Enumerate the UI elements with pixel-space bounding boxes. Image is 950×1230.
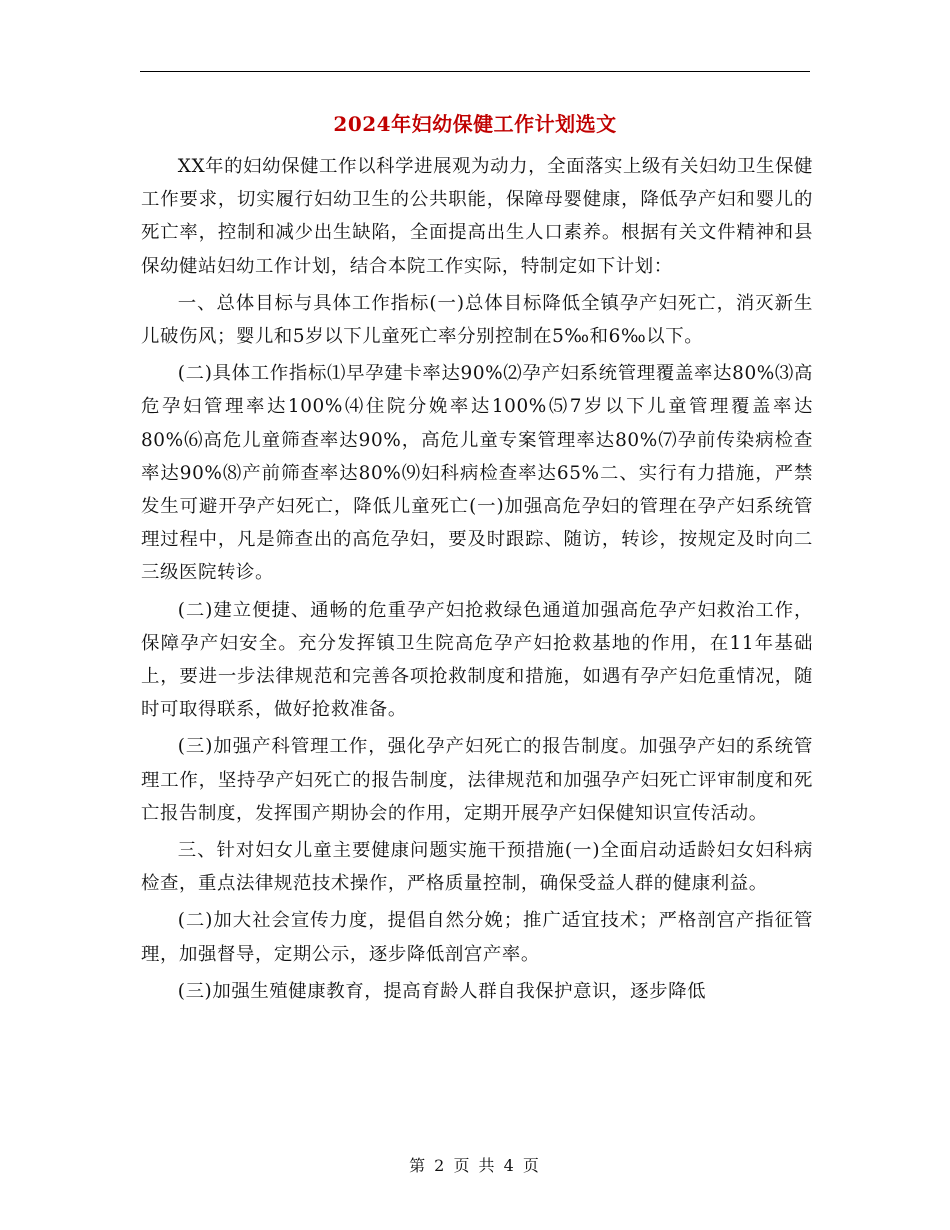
paragraph-reproductive-health: (三)加强生殖健康教育，提高育龄人群自我保护意识，逐步降低 bbox=[177, 980, 707, 1002]
paragraph-publicity: (二)加大社会宣传力度，提倡自然分娩；推广适宜技术；严格剖宫产指征管理，加强督导，定期公示，逐步降低剖宫产率。 bbox=[141, 910, 813, 965]
paragraph-rescue-channel: (二)建立便捷、通畅的危重孕产妇抢救绿色通道加强高危孕产妇救治工作，保障孕产妇安全。充分发挥镇卫生院高危孕产妇抢救基地的作用，在11年基础上，要进一步法律规范和完善各项抢救制度和措施，如遇有孕产妇危重情况，随时可取得联系，做好抢救准备。 bbox=[141, 599, 813, 721]
paragraph-section-1: 一、总体目标与具体工作指标(一)总体目标降低全镇孕产妇死亡，消灭新生儿破伤风；婴儿和5岁以下儿童死亡率分别控制在5‰和6‰以下。 bbox=[141, 292, 813, 348]
page-footer: 第 2 页 共 4 页 bbox=[409, 1156, 541, 1175]
document-body bbox=[141, 150, 813, 1012]
header-rule bbox=[140, 71, 810, 72]
paragraph-indicators: (二)具体工作指标⑴早孕建卡率达90%⑵孕产妇系统管理覆盖率达80%⑶高危孕妇管理率达100%⑷住院分娩率达100%⑸7岁以下儿童管理覆盖率达80%⑹高危儿童筛查率达90%，高危儿童专案管理率达80%⑺孕前传染病检查率达90%⑻产前筛查率达80%⑼妇科病检查率达65%二、实行有力措施，严禁发生可避开孕产妇死亡，降低儿童死亡(一)加强高危孕妇的管理在孕产妇系统管理过程中，凡是筛查出的高危孕妇，要及时跟踪、随访，转诊，按规定及时向二三级医院转诊。 bbox=[141, 363, 813, 584]
document-title: 2024年妇幼保健工作计划选文 bbox=[333, 112, 617, 136]
paragraph-intro: XX年的妇幼保健工作以科学进展观为动力，全面落实上级有关妇幼卫生保健工作要求，切实履行妇幼卫生的公共职能，保障母婴健康，降低孕产妇和婴儿的死亡率，控制和减少出生缺陷，全面提高出生人口素养。根据有关文件精神和县保幼健站妇幼工作计划，结合本院工作实际，特制定如下计划： bbox=[141, 156, 813, 277]
paragraph-obstetric-management: (三)加强产科管理工作，强化孕产妇死亡的报告制度。加强孕产妇的系统管理工作，坚持孕产妇死亡的报告制度，法律规范和加强孕产妇死亡评审制度和死亡报告制度，发挥围产期协会的作用，定期开展孕产妇保健知识宣传活动。 bbox=[141, 736, 813, 824]
paragraph-section-3: 三、针对妇女儿童主要健康问题实施干预措施(一)全面启动适龄妇女妇科病检查，重点法律规范技术操作，严格质量控制，确保受益人群的健康利益。 bbox=[141, 840, 813, 895]
